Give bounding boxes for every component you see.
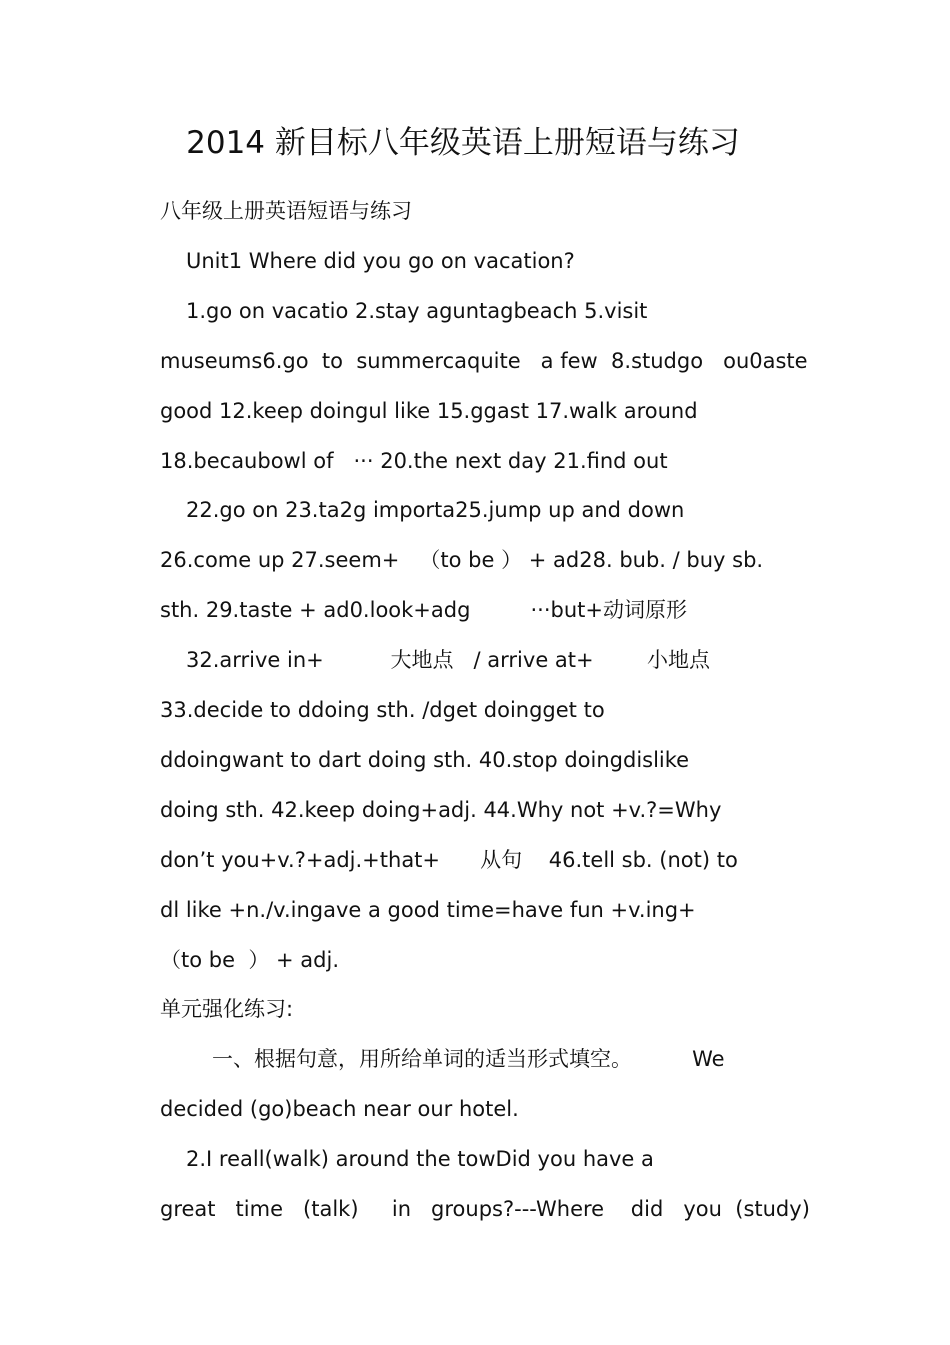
phrase-line: don’t you+v.?+adj.+that+ 从句 46.tell sb. (not) to [160, 848, 738, 872]
phrase-line: 18.becaubowl of ··· 20.the next day 21.find out [160, 449, 668, 473]
section-one-instruction: 一、根据句意，用所给单词的适当形式填空。 We [212, 1047, 725, 1071]
phrase-line: good 12.keep doingul like 15.ggast 17.walk around [160, 399, 698, 423]
phrase-line: 22.go on 23.ta2g importa25.jump up and down [186, 498, 685, 522]
phrase-line: 32.arrive in+ 大地点 / arrive at+ 小地点 [186, 648, 711, 672]
phrase-line: museums6.go to summercaquite a few 8.studgo ou0aste [160, 349, 808, 373]
document-title: 2014 新目标八年级英语上册短语与练习 [186, 125, 740, 161]
phrase-line: ddoingwant to dart doing sth. 40.stop doingdislike [160, 748, 690, 772]
phrase-line: doing sth. 42.keep doing+adj. 44.Why not +v.?=Why [160, 798, 722, 822]
unit-heading: Unit1 Where did you go on vacation? [186, 249, 575, 273]
document-subtitle: 八年级上册英语短语与练习 [160, 199, 412, 223]
exercise-heading: 单元强化练习: [160, 997, 294, 1021]
phrase-line: （to be ） + adj. [160, 948, 340, 972]
phrase-line: 1.go on vacatio 2.stay aguntagbeach 5.visit [186, 299, 648, 323]
phrase-line: 26.come up 27.seem+ （to be ） + ad28. bub. / buy sb. [160, 548, 764, 572]
phrase-line: sth. 29.taste + ad0.look+adg ···but+动词原形 [160, 598, 687, 622]
phrase-line: 33.decide to ddoing sth. /dget doingget to [160, 698, 605, 722]
exercise-line: decided (go)beach near our hotel. [160, 1097, 519, 1121]
exercise-line: great time (talk) in groups?---Where did you (study) [160, 1197, 810, 1221]
phrase-line: dl like +n./v.ingave a good time=have fun +v.ing+ [160, 898, 696, 922]
exercise-line: 2.I reall(walk) around the towDid you have a [186, 1147, 654, 1171]
